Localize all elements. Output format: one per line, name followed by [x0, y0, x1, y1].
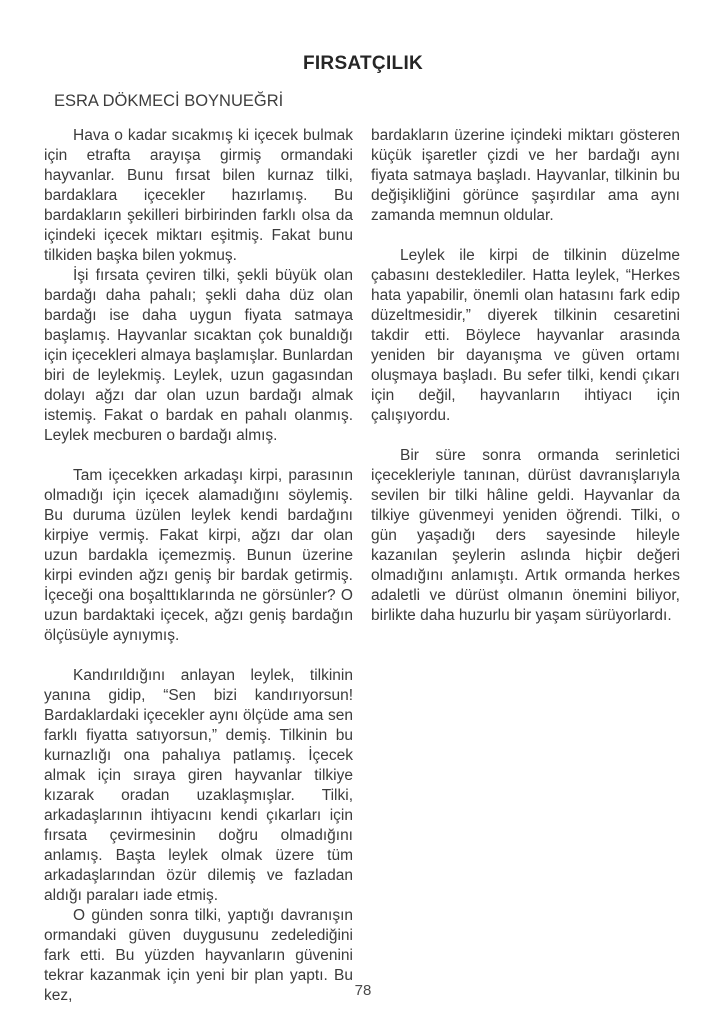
right-column	[371, 126, 680, 1006]
paragraph: Hava o kadar sıcakmış ki içecek bulmak için etrafta arayışa girmiş ormandaki hayvanlar. Bunu fırsat bilen kurnaz tilki, bardaklara içecekler hazırlamış. Bu bardakların şekilleri birbirinden farklı olsa da içindeki içecek miktarı eşitmiş. Fakat bunu tilkiden başka bilen yokmuş.	[44, 127, 353, 264]
page-title: FIRSATÇILIK	[302, 53, 424, 74]
paragraph: Kandırıldığını anlayan leylek, tilkinin yanına gidip, “Sen bizi kandırıyorsun! Bardaklardaki içecekler aynı ölçüde ama sen farklı fiyatta satıyorsun,” demiş. Tilkinin bu kurnazlığı ona pahalıya patlamış. İçecek almak için sıraya giren hayvanlar tilkiye kızarak oradan uzaklaşmışlar. Tilki, arkadaşlarının ihtiyacını kendi çıkarları için fırsata çevirmesinin doğru olmadığını anlamış. Başta leylek olmak üzere tüm arkadaşlarından özür dilemiş ve fazladan aldığı paraları iade etmiş.	[44, 667, 353, 904]
paragraph: O günden sonra tilki, yaptığı davranışın ormandaki güven duygusunu zedelediğini fark etti. Bu yüzden hayvanların güvenini tekrar kazanmak için yeni bir plan yaptı. Bu kez,	[44, 907, 353, 1004]
paragraph: Leylek ile kirpi de tilkinin düzelme çabasını desteklediler. Hatta leylek, “Herkes hata yapabilir, önemli olan hatasını fark edip düzeltmesidir,” diyerek tilkinin cesaretini takdir etti. Böylece hayvanlar arasında yeniden bir dayanışma ve güven ortamı oluşmaya başladı. Bu sefer tilki, kendi çıkarı için değil, hayvanların ihtiyacı için çalışıyordu.	[371, 247, 680, 424]
paragraph: İşi fırsata çeviren tilki, şekli büyük olan bardağı daha pahalı; şekli daha düz olan bardağı ise daha uygun fiyata satmaya başlamış. Hayvanlar sıcaktan çok bunaldığı için içecekleri almaya başlamışlar. Bunlardan biri de leylekmiş. Leylek, uzun gagasından dolayı ağzı dar olan uzun bardağı almak istemiş. Fakat o bardak en pahalı olanmış. Leylek mecburen o bardağı almış.	[44, 267, 353, 444]
paragraph: Bir süre sonra ormanda serinletici içecekleriyle tanınan, dürüst davranışlarıyla sevilen bir tilki hâline geldi. Hayvanlar da tilkiye güvenmeyi yeniden öğrendi. Tilki, o gün yaşadığı ders sayesinde hileyle kazanılan şeylerin aslında hiçbir değeri olmadığını anlamıştı. Artık ormanda herkes adaletli ve dürüst olmanın önemini biliyor, birlikte daha huzurlu bir yaşam sürüyorlardı.	[371, 447, 680, 624]
left-column	[44, 126, 353, 1006]
paragraph-continuation: bardakların üzerine içindeki miktarı gösteren küçük işaretler çizdi ve her bardağı aynı fiyata satmaya başladı. Hayvanlar, tilkinin bu değişikliğini görünce şaşırdılar ama aynı zamanda memnun oldular.	[371, 127, 680, 224]
article-body	[44, 126, 680, 1006]
page-number: 78	[354, 982, 372, 999]
paragraph: Tam içecekken arkadaşı kirpi, parasının olmadığı için içecek alamadığını söylemiş. Bu duruma üzülen leylek kendi bardağını kirpiye vermiş. Fakat kirpi, ağzı dar olan uzun bardakla içemezmiş. Bunun üzerine kirpi evinden ağzı geniş bir bardak getirmiş. İçeceği ona boşalttıklarında ne görsünler? O uzun bardaktaki içecek, ağzı geniş bardağın ölçüsüyle aynıymış.	[44, 467, 353, 644]
author-byline: ESRA DÖKMECİ BOYNUEĞRİ	[54, 92, 284, 110]
